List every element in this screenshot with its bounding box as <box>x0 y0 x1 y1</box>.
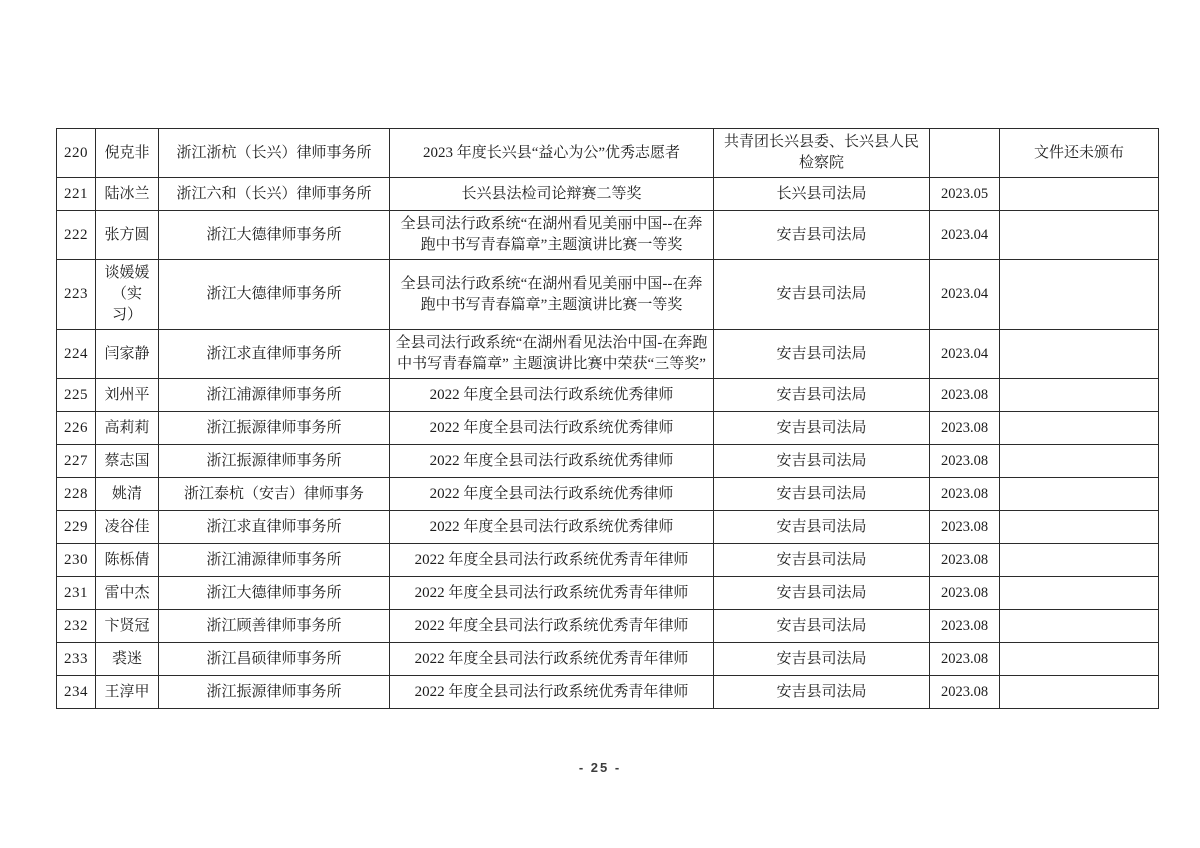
cell-remark <box>1000 412 1159 445</box>
cell-name: 刘州平 <box>96 379 159 412</box>
cell-award: 全县司法行政系统“在湖州看见美丽中国--在奔跑中书写青春篇章”主题演讲比赛一等奖 <box>390 211 714 260</box>
cell-award: 2022 年度全县司法行政系统优秀青年律师 <box>390 544 714 577</box>
cell-number: 234 <box>57 676 96 709</box>
cell-remark <box>1000 610 1159 643</box>
cell-award: 2022 年度全县司法行政系统优秀律师 <box>390 412 714 445</box>
cell-number: 222 <box>57 211 96 260</box>
cell-award: 2022 年度全县司法行政系统优秀青年律师 <box>390 577 714 610</box>
cell-date: 2023.04 <box>930 211 1000 260</box>
cell-organization: 安吉县司法局 <box>714 577 930 610</box>
cell-award: 全县司法行政系统“在湖州看见法治中国-在奔跑中书写青春篇章” 主题演讲比赛中荣获“三等奖” <box>390 330 714 379</box>
cell-remark <box>1000 577 1159 610</box>
cell-firm: 浙江大德律师事务所 <box>159 211 390 260</box>
cell-organization: 安吉县司法局 <box>714 511 930 544</box>
awards-table-body <box>57 129 1159 709</box>
cell-award: 全县司法行政系统“在湖州看见美丽中国--在奔跑中书写青春篇章”主题演讲比赛一等奖 <box>390 260 714 330</box>
table-row <box>57 129 1159 178</box>
cell-firm: 浙江六和（长兴）律师事务所 <box>159 178 390 211</box>
table-row <box>57 330 1159 379</box>
cell-name: 王淳甲 <box>96 676 159 709</box>
table-row <box>57 544 1159 577</box>
cell-organization: 安吉县司法局 <box>714 643 930 676</box>
cell-date: 2023.08 <box>930 379 1000 412</box>
table-row <box>57 445 1159 478</box>
table-row <box>57 178 1159 211</box>
cell-firm: 浙江求直律师事务所 <box>159 511 390 544</box>
cell-organization: 共青团长兴县委、长兴县人民检察院 <box>714 129 930 178</box>
table-row <box>57 379 1159 412</box>
cell-name: 裘迷 <box>96 643 159 676</box>
cell-remark <box>1000 260 1159 330</box>
cell-award: 2022 年度全县司法行政系统优秀青年律师 <box>390 676 714 709</box>
cell-number: 221 <box>57 178 96 211</box>
cell-award: 2022 年度全县司法行政系统优秀律师 <box>390 478 714 511</box>
cell-remark <box>1000 178 1159 211</box>
cell-firm: 浙江求直律师事务所 <box>159 330 390 379</box>
cell-date: 2023.08 <box>930 577 1000 610</box>
cell-number: 224 <box>57 330 96 379</box>
cell-number: 226 <box>57 412 96 445</box>
table-row <box>57 577 1159 610</box>
awards-table <box>56 128 1159 709</box>
cell-name: 陆冰兰 <box>96 178 159 211</box>
cell-date: 2023.04 <box>930 330 1000 379</box>
cell-remark <box>1000 478 1159 511</box>
cell-date: 2023.08 <box>930 511 1000 544</box>
cell-name: 卞贤冠 <box>96 610 159 643</box>
cell-name: 姚清 <box>96 478 159 511</box>
cell-firm: 浙江大德律师事务所 <box>159 260 390 330</box>
cell-date: 2023.08 <box>930 478 1000 511</box>
cell-number: 230 <box>57 544 96 577</box>
cell-name: 高莉莉 <box>96 412 159 445</box>
cell-organization: 安吉县司法局 <box>714 544 930 577</box>
cell-award: 长兴县法检司论辩赛二等奖 <box>390 178 714 211</box>
cell-number: 229 <box>57 511 96 544</box>
table-row <box>57 260 1159 330</box>
cell-name: 闫家静 <box>96 330 159 379</box>
cell-remark <box>1000 379 1159 412</box>
cell-firm: 浙江浙杭（长兴）律师事务所 <box>159 129 390 178</box>
cell-remark <box>1000 544 1159 577</box>
cell-date <box>930 129 1000 178</box>
cell-award: 2023 年度长兴县“益心为公”优秀志愿者 <box>390 129 714 178</box>
cell-award: 2022 年度全县司法行政系统优秀律师 <box>390 445 714 478</box>
cell-firm: 浙江泰杭（安吉）律师事务 <box>159 478 390 511</box>
cell-organization: 安吉县司法局 <box>714 445 930 478</box>
cell-name: 凌谷佳 <box>96 511 159 544</box>
cell-name: 张方圆 <box>96 211 159 260</box>
cell-date: 2023.08 <box>930 676 1000 709</box>
cell-remark <box>1000 676 1159 709</box>
cell-number: 233 <box>57 643 96 676</box>
cell-organization: 安吉县司法局 <box>714 211 930 260</box>
cell-number: 225 <box>57 379 96 412</box>
cell-number: 231 <box>57 577 96 610</box>
cell-name: 蔡志国 <box>96 445 159 478</box>
cell-remark <box>1000 211 1159 260</box>
cell-date: 2023.08 <box>930 412 1000 445</box>
cell-firm: 浙江振源律师事务所 <box>159 445 390 478</box>
cell-name: 倪克非 <box>96 129 159 178</box>
table-row <box>57 643 1159 676</box>
cell-date: 2023.08 <box>930 643 1000 676</box>
cell-organization: 安吉县司法局 <box>714 610 930 643</box>
table-row <box>57 676 1159 709</box>
cell-award: 2022 年度全县司法行政系统优秀律师 <box>390 379 714 412</box>
cell-firm: 浙江顾善律师事务所 <box>159 610 390 643</box>
cell-remark <box>1000 643 1159 676</box>
table-row <box>57 211 1159 260</box>
cell-remark <box>1000 445 1159 478</box>
cell-number: 223 <box>57 260 96 330</box>
cell-name: 陈栎倩 <box>96 544 159 577</box>
table-row <box>57 412 1159 445</box>
table-row <box>57 511 1159 544</box>
cell-organization: 长兴县司法局 <box>714 178 930 211</box>
cell-organization: 安吉县司法局 <box>714 330 930 379</box>
cell-organization: 安吉县司法局 <box>714 412 930 445</box>
cell-date: 2023.08 <box>930 445 1000 478</box>
cell-number: 227 <box>57 445 96 478</box>
cell-firm: 浙江振源律师事务所 <box>159 676 390 709</box>
cell-remark <box>1000 511 1159 544</box>
cell-organization: 安吉县司法局 <box>714 260 930 330</box>
cell-award: 2022 年度全县司法行政系统优秀青年律师 <box>390 643 714 676</box>
cell-firm: 浙江浦源律师事务所 <box>159 544 390 577</box>
cell-date: 2023.05 <box>930 178 1000 211</box>
cell-number: 220 <box>57 129 96 178</box>
table-row <box>57 478 1159 511</box>
cell-remark: 文件还未颁布 <box>1000 129 1159 178</box>
cell-number: 228 <box>57 478 96 511</box>
cell-name: 雷中杰 <box>96 577 159 610</box>
cell-number: 232 <box>57 610 96 643</box>
cell-date: 2023.08 <box>930 610 1000 643</box>
cell-firm: 浙江浦源律师事务所 <box>159 379 390 412</box>
cell-name: 谈媛媛（实习） <box>96 260 159 330</box>
cell-organization: 安吉县司法局 <box>714 478 930 511</box>
page-number: - 25 - <box>578 760 622 775</box>
cell-date: 2023.04 <box>930 260 1000 330</box>
cell-remark <box>1000 330 1159 379</box>
cell-organization: 安吉县司法局 <box>714 676 930 709</box>
cell-firm: 浙江振源律师事务所 <box>159 412 390 445</box>
table-row <box>57 610 1159 643</box>
cell-firm: 浙江大德律师事务所 <box>159 577 390 610</box>
cell-organization: 安吉县司法局 <box>714 379 930 412</box>
cell-award: 2022 年度全县司法行政系统优秀青年律师 <box>390 610 714 643</box>
cell-award: 2022 年度全县司法行政系统优秀律师 <box>390 511 714 544</box>
cell-date: 2023.08 <box>930 544 1000 577</box>
cell-firm: 浙江昌硕律师事务所 <box>159 643 390 676</box>
